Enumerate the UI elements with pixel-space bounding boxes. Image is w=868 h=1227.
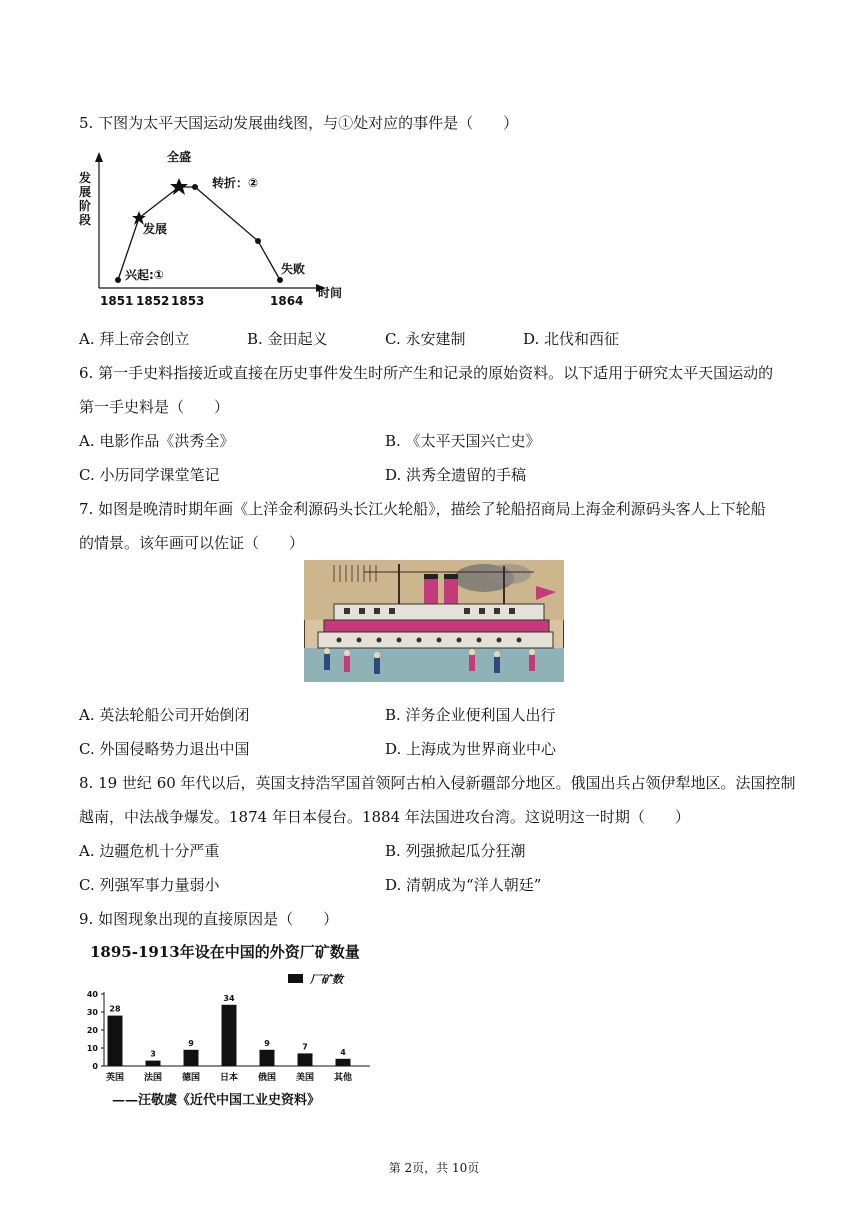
point-decline (255, 238, 261, 244)
label-peak: 全盛 (167, 150, 192, 164)
q5-stem: 5. 下图为太平天国运动发展曲线图，与①处对应的事件是（ ） (79, 114, 519, 132)
bar-value-label: 4 (340, 1047, 346, 1057)
y-label-2: 展 (79, 185, 92, 199)
q7-option-b[interactable]: B. 洋务企业便利国人出行 (385, 706, 556, 724)
q7-option-c[interactable]: C. 外国侵略势力退出中国 (79, 740, 250, 758)
y-label-4: 段 (79, 213, 92, 227)
y-tick-label: 40 (86, 990, 98, 999)
y-tick-label: 10 (86, 1044, 98, 1053)
bar-0 (108, 1016, 123, 1066)
label-develop: 发展 (143, 222, 168, 236)
label-rise: 兴起:① (125, 268, 164, 282)
label-turn: 转折：② (212, 176, 259, 190)
bar-1 (146, 1061, 161, 1066)
bar-3 (222, 1005, 237, 1066)
category-label: 美国 (295, 1073, 315, 1083)
bar-value-label: 28 (109, 1004, 121, 1014)
y-axis-arrow (95, 152, 103, 162)
q8-option-b[interactable]: B. 列强掀起瓜分狂潮 (385, 842, 526, 860)
y-tick-label: 20 (86, 1026, 98, 1035)
category-label: 日本 (219, 1073, 239, 1083)
point-rise (115, 277, 121, 283)
chart-source: ——汪敬虞《近代中国工业史资料》 (112, 1093, 321, 1108)
tick-1851: 1851 (100, 294, 134, 308)
bar-value-label: 34 (223, 993, 235, 1003)
q8-stem-line1: 8. 19 世纪 60 年代以后，英国支持浩罕国首领阿古柏入侵新疆部分地区。俄国出兵占领伊犁地区。法国控制 (79, 774, 796, 792)
bar-value-label: 9 (188, 1038, 194, 1048)
point-turn (192, 184, 198, 190)
q6-stem-line1: 6. 第一手史料指接近或直接在历史事件发生时所产生和记录的原始资料。以下适用于研究太平天国运动的 (79, 364, 774, 382)
q8-stem-line2: 越南，中法战争爆发。1874 年日本侵台。1884 年法国进攻台湾。这说明这一时期（ ） (79, 808, 690, 826)
tick-1852: 1852 (136, 294, 170, 308)
point-fail (277, 277, 283, 283)
q5-option-a[interactable]: A. 拜上帝会创立 (79, 330, 190, 348)
foreign-factories-bar-chart (80, 938, 380, 1113)
tick-1853: 1853 (171, 294, 205, 308)
y-label-1: 发 (79, 171, 92, 185)
q6-option-a[interactable]: A. 电影作品《洪秀全》 (79, 432, 235, 450)
bar-2 (184, 1050, 199, 1066)
q6-option-b[interactable]: B. 《太平天国兴亡史》 (385, 432, 541, 450)
bar-value-label: 7 (302, 1042, 308, 1052)
bar-6 (336, 1059, 351, 1066)
q6-option-d[interactable]: D. 洪秀全遗留的手稿 (385, 466, 527, 484)
x-label: 时间 (318, 286, 343, 300)
tick-1864: 1864 (270, 294, 304, 308)
bar-value-label: 3 (150, 1049, 156, 1059)
steamship-new-year-painting (304, 560, 564, 682)
q8-option-c[interactable]: C. 列强军事力量弱小 (79, 876, 220, 894)
q9-stem: 9. 如图现象出现的直接原因是（ ） (79, 910, 339, 928)
category-label: 英国 (105, 1073, 125, 1083)
chart-title: 1895-1913年设在中国的外资厂矿数量 (90, 943, 360, 961)
q7-option-d[interactable]: D. 上海成为世界商业中心 (385, 740, 557, 758)
bar-4 (260, 1050, 275, 1066)
taiping-curve-chart (78, 145, 348, 310)
q7-stem-line2: 的情景。该年画可以佐证（ ） (79, 534, 305, 552)
q6-option-c[interactable]: C. 小历同学课堂笔记 (79, 466, 220, 484)
category-label: 德国 (181, 1073, 201, 1083)
legend-swatch (288, 974, 303, 983)
y-label-3: 阶 (79, 199, 92, 213)
bar-value-label: 9 (264, 1038, 270, 1048)
bar-5 (298, 1053, 313, 1066)
q5-option-b[interactable]: B. 金田起义 (247, 330, 328, 348)
category-label: 俄国 (257, 1073, 277, 1083)
q5-option-d[interactable]: D. 北伐和西征 (523, 330, 620, 348)
legend-label: 厂矿数 (310, 973, 343, 986)
category-label: 法国 (143, 1073, 163, 1083)
q7-stem-line1: 7. 如图是晚清时期年画《上洋金利源码头长江火轮船》，描绘了轮船招商局上海金利源码头客人上下轮船 (79, 500, 766, 518)
q8-option-d[interactable]: D. 清朝成为“洋人朝廷” (385, 876, 542, 894)
category-label: 其他 (333, 1073, 353, 1083)
y-tick-label: 0 (92, 1062, 98, 1071)
q5-option-c[interactable]: C. 永安建制 (385, 330, 466, 348)
q7-option-a[interactable]: A. 英法轮船公司开始倒闭 (79, 706, 250, 724)
q6-stem-line2: 第一手史料是（ ） (79, 398, 230, 416)
label-fail: 失败 (281, 262, 306, 276)
y-tick-label: 30 (86, 1008, 98, 1017)
q8-option-a[interactable]: A. 边疆危机十分严重 (79, 842, 220, 860)
page-footer: 第 2页，共 10页 (388, 1161, 480, 1175)
